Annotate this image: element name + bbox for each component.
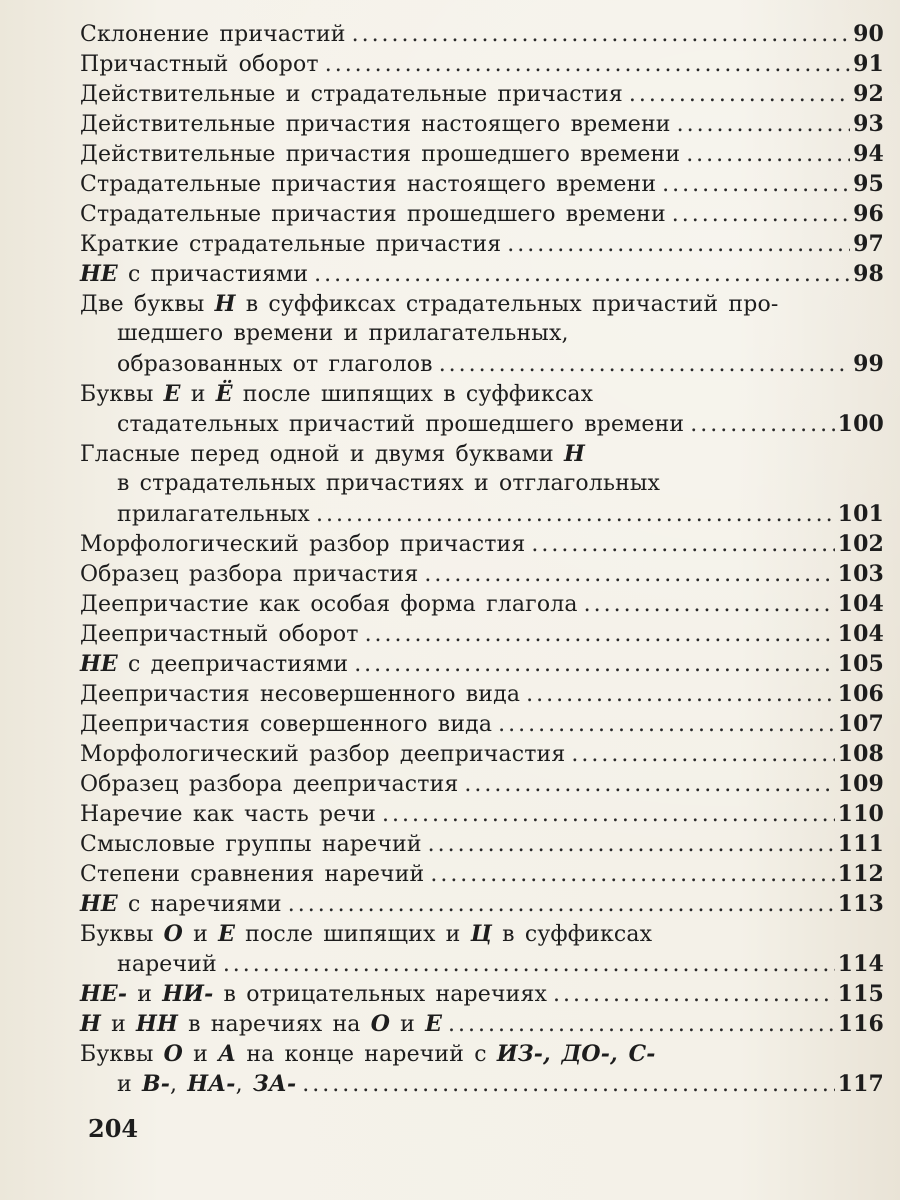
entry-text-part: Краткие страдательные причастия [80,232,502,257]
entry-text-part: Буквы [80,1042,164,1067]
toc-line [80,229,884,259]
entry-text [117,350,433,380]
toc-line [80,79,884,109]
dot-leader [382,800,835,830]
entry-text-part: шедшего времени и прилагательных, [117,321,569,346]
toc-line [80,889,884,919]
toc-entry [80,679,884,709]
entry-text [80,560,418,590]
dot-leader [430,860,834,890]
entry-text-emphasis: НЕ [80,261,118,287]
entry-text [117,410,684,440]
toc-line [80,199,884,229]
toc-line [80,439,884,469]
page-number: 93 [853,111,884,137]
entry-text-emphasis: О [163,921,183,947]
toc-line [80,619,884,649]
toc-line [80,319,884,349]
toc-line [80,49,884,79]
entry-text-emphasis: НЕ [80,891,118,917]
entry-text-part: Деепричастия несовершенного вида [80,682,521,707]
toc-entry [80,739,884,769]
toc-line [80,379,884,409]
entry-text-part: Склонение причастий [80,22,346,47]
entry-text-emphasis: В- [141,1071,170,1097]
page-number: 108 [837,741,884,767]
toc-line [80,799,884,829]
entry-text-emphasis: А [218,1041,237,1067]
toc-entry [80,859,884,889]
entry-text-part: и [117,1072,142,1097]
page-number: 106 [837,681,884,707]
page-number: 117 [837,1071,884,1097]
toc-entry [80,259,884,289]
entry-text [117,469,660,499]
entry-text-part: Образец разбора деепричастия [80,772,459,797]
toc-entry [80,619,884,649]
toc-entry [80,109,884,139]
entry-text [80,680,520,710]
entry-text [80,1039,656,1070]
entry-text-part: Буквы [80,922,164,947]
page-number: 98 [853,261,884,287]
dot-leader [223,950,835,980]
page-number: 99 [853,351,884,377]
entry-text [80,710,492,740]
toc-entry [80,979,884,1009]
entry-text-emphasis: Н [80,1011,101,1037]
entry-text-emphasis: Н [214,291,236,317]
entry-text-emphasis: Н [563,441,585,467]
entry-text [80,889,282,920]
page-number: 104 [837,621,884,647]
toc-entry [80,379,884,439]
table-of-contents [80,19,884,1099]
dot-leader [448,1010,835,1040]
dot-leader [428,830,835,860]
page-number: 113 [837,891,884,917]
toc-entry [80,19,884,49]
dot-leader [686,140,850,170]
entry-text-part: и [182,922,219,947]
toc-line [80,949,884,979]
toc-line [80,1069,884,1099]
toc-line [80,739,884,769]
toc-line [80,979,884,1009]
dot-leader [526,680,835,710]
entry-text-part: и [127,982,163,1007]
entry-text-part: образованных от глаголов [117,352,433,377]
dot-leader [531,530,834,560]
toc-line [80,19,884,49]
page-number: 109 [837,771,884,797]
entry-text-emphasis: НН [136,1011,178,1037]
dot-leader [584,590,835,620]
toc-line [80,919,884,949]
toc-entry [80,439,884,529]
toc-line [80,469,884,499]
entry-text [80,80,623,110]
dot-leader [352,20,851,50]
dot-leader [571,740,834,770]
entry-text-part: Деепричастия совершенного вида [80,712,493,737]
toc-line [80,289,884,319]
entry-text [80,860,424,890]
entry-text [80,439,585,470]
dot-leader [288,890,835,920]
toc-line [80,859,884,889]
toc-line [80,259,884,289]
entry-text-part: Образец разбора причастия [80,562,419,587]
toc-entry [80,889,884,919]
entry-text-part: в отрицательных наречиях [213,982,548,1007]
dot-leader [424,560,834,590]
entry-text-part: Наречие как часть речи [80,802,376,827]
entry-text-part: с причастиями [117,262,309,287]
toc-line [80,349,884,379]
page-number: 97 [853,231,884,257]
page-number: 101 [837,501,884,527]
dot-leader [553,980,835,1010]
dot-leader [439,350,850,380]
entry-text [80,770,458,800]
entry-text [80,230,501,260]
toc-entry [80,589,884,619]
entry-text-emphasis: ИЗ-, ДО-, С- [496,1041,656,1067]
entry-text [80,919,652,950]
entry-text [80,649,348,680]
entry-text-part: в суффиксах [492,922,653,947]
dot-leader [314,260,850,290]
entry-text [80,110,671,140]
entry-text-part: , [235,1072,253,1097]
page-number: 92 [853,81,884,107]
toc-entry [80,199,884,229]
entry-text [80,979,547,1010]
page-number: 105 [837,651,884,677]
toc-entry [80,79,884,109]
entry-text [80,200,666,230]
toc-line [80,769,884,799]
page-number: 95 [853,171,884,197]
dot-leader [464,770,834,800]
entry-text-part: Страдательные причастия настоящего времени [80,172,657,197]
dot-leader [354,650,834,680]
toc-entry [80,529,884,559]
toc-entry [80,649,884,679]
page-number: 111 [837,831,884,857]
entry-text [80,1009,442,1040]
entry-text-part: Действительные причастия настоящего времени [80,112,671,137]
entry-text-part: и [100,1012,137,1037]
page-number: 104 [837,591,884,617]
toc-line [80,109,884,139]
entry-text-part: , [170,1072,188,1097]
entry-text [117,950,217,980]
entry-text-part: после шипящих в суффиксах [232,382,594,407]
dot-leader [690,410,834,440]
toc-entry [80,139,884,169]
toc-entry [80,559,884,589]
entry-text-emphasis: Ц [470,921,493,947]
entry-text-part: на конце наречий с [236,1042,497,1067]
toc-line [80,139,884,169]
entry-text-part: в суффиксах страдательных причастий про- [235,292,779,317]
dot-leader [302,1070,834,1100]
entry-text-emphasis: О [370,1011,391,1037]
entry-text-part: Гласные перед одной и двумя буквами [80,442,564,467]
toc-line [80,499,884,529]
entry-text-part: Две буквы [80,292,215,317]
entry-text-part: Действительные и страдательные причастия [80,82,623,107]
dot-leader [629,80,850,110]
entry-text-emphasis: Ё [215,381,233,407]
toc-entry [80,829,884,859]
entry-text [80,530,525,560]
toc-line [80,589,884,619]
toc-entry [80,229,884,259]
dot-leader [507,230,850,260]
entry-text-emphasis: Е [425,1011,443,1037]
toc-entry [80,289,884,379]
entry-text-emphasis: НЕ [80,651,118,677]
entry-text-part: Смысловые группы наречий [80,832,422,857]
entry-text-part: Страдательные причастия прошедшего времени [80,202,666,227]
entry-text-part: наречий [117,952,217,977]
page-number: 114 [837,951,884,977]
toc-line [80,169,884,199]
entry-text-part: Действительные причастия прошедшего времени [80,142,681,167]
entry-text-part: прилагательных [117,502,310,527]
entry-text [80,289,778,320]
dot-leader [672,200,850,230]
entry-text [80,259,308,290]
entry-text [80,800,376,830]
page-number: 116 [837,1011,884,1037]
entry-text [80,20,346,50]
entry-text-emphasis: ЗА- [252,1071,297,1097]
dot-leader [325,50,850,80]
toc-line [80,829,884,859]
dot-leader [316,500,835,530]
dot-leader [365,620,835,650]
entry-text [80,830,422,860]
toc-line [80,559,884,589]
entry-text [80,140,680,170]
page-number: 96 [853,201,884,227]
entry-text-part: стадательных причастий прошедшего времени [117,412,685,437]
toc-line [80,409,884,439]
page-number: 94 [853,141,884,167]
entry-text-part: Степени сравнения наречий [80,862,425,887]
entry-text [117,500,310,530]
page-number: 110 [837,801,884,827]
entry-text-part: Деепричастие как особая форма глагола [80,592,578,617]
page-number: 90 [853,21,884,47]
entry-text-part: с деепричастиями [117,652,349,677]
toc-entry [80,169,884,199]
entry-text [80,50,319,80]
toc-entry [80,709,884,739]
entry-text [80,620,359,650]
entry-text [80,379,593,410]
entry-text-emphasis: НЕ- [80,981,128,1007]
entry-text-part: с наречиями [117,892,282,917]
entry-text-part: и [182,1042,219,1067]
dot-leader [677,110,851,140]
entry-text-part: в страдательных причастиях и отглагольных [117,471,661,496]
entry-text-emphasis: Е [163,381,181,407]
entry-text-part: в наречиях на [177,1012,371,1037]
page-number: 115 [837,981,884,1007]
page-number: 102 [837,531,884,557]
entry-text-part: Морфологический разбор причастия [80,532,526,557]
toc-line [80,1039,884,1069]
page-number: 107 [837,711,884,737]
page-number: 100 [837,411,884,437]
entry-text-part: и [180,382,216,407]
dot-leader [662,170,850,200]
toc-line [80,649,884,679]
toc-entry [80,919,884,979]
toc-entry [80,49,884,79]
entry-text-emphasis: О [163,1041,183,1067]
toc-entry [80,799,884,829]
entry-text-part: Морфологический разбор деепричастия [80,742,566,767]
page-number: 91 [853,51,884,77]
page-number: 112 [837,861,884,887]
toc-line [80,679,884,709]
entry-text-part: Деепричастный оборот [80,622,359,647]
book-page-number: 204 [88,1114,139,1143]
entry-text [117,319,569,349]
entry-text-part: после шипящих и [235,922,471,947]
entry-text-emphasis: Е [218,921,236,947]
toc-line [80,529,884,559]
entry-text [80,740,565,770]
toc-entry [80,1039,884,1099]
entry-text-part: Причастный оборот [80,52,319,77]
toc-entry [80,1009,884,1039]
entry-text [117,1069,296,1100]
entry-text [80,590,578,620]
toc-entry [80,769,884,799]
toc-line [80,709,884,739]
dot-leader [498,710,835,740]
page-number: 103 [837,561,884,587]
entry-text-part: Буквы [80,382,164,407]
entry-text-emphasis: НИ- [162,981,214,1007]
toc-line [80,1009,884,1039]
entry-text-emphasis: НА- [187,1071,236,1097]
entry-text [80,170,656,200]
entry-text-part: и [390,1012,426,1037]
